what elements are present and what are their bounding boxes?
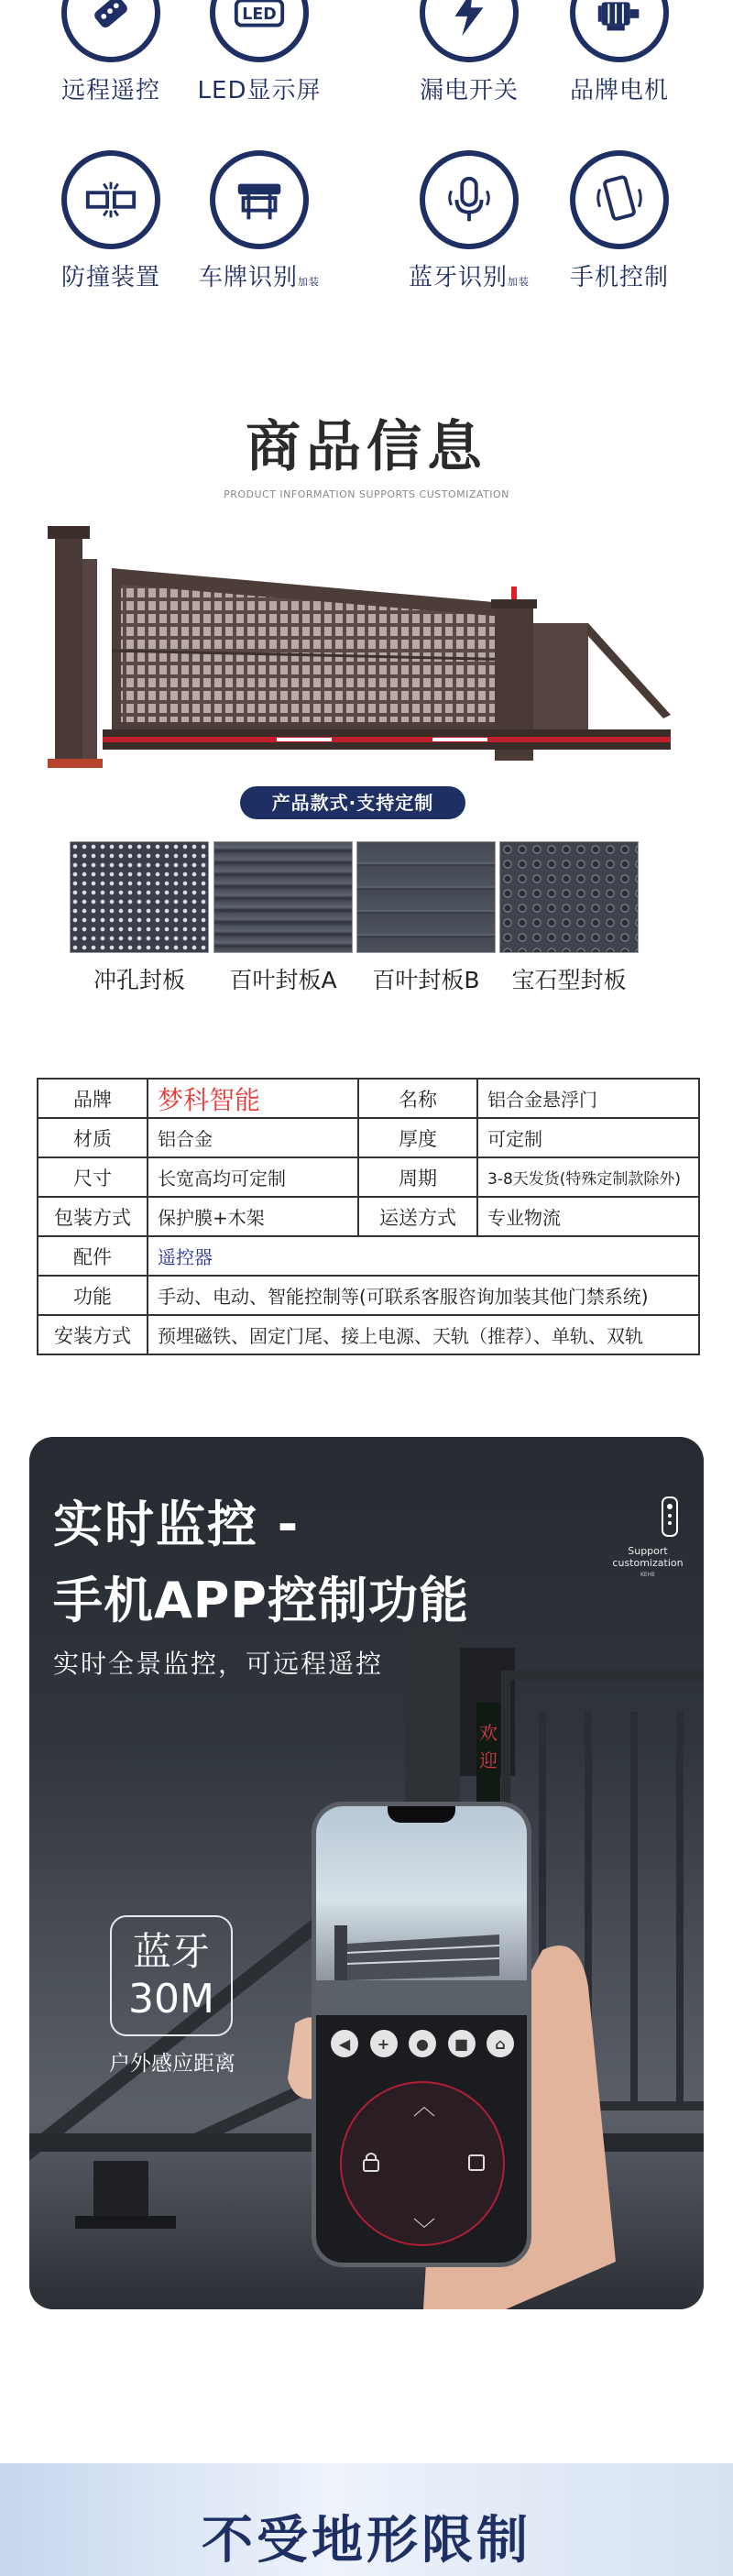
panel-label: 百叶封板A (229, 967, 337, 993)
spec-value: 可定制 (477, 1118, 699, 1157)
led-display-icon (231, 0, 288, 41)
monitor-description: 实时全景监控，可远程遥控 (53, 1649, 384, 1679)
spec-value: 专业物流 (477, 1197, 699, 1236)
spec-value: 铝合金 (148, 1118, 358, 1157)
feature-anti-collision (38, 150, 184, 292)
feature-phone (546, 150, 693, 292)
spec-value: 手动、电动、智能控制等(可联系客服咨询加装其他门禁系统) (148, 1276, 699, 1315)
feature-grid (0, 0, 733, 312)
spec-key: 周期 (358, 1157, 477, 1197)
feature-remote (38, 0, 184, 105)
control-pad (340, 2081, 505, 2246)
monitor-title-line1: 实时监控 - (53, 1496, 301, 1553)
table-row (38, 1315, 699, 1354)
stop-icon[interactable] (468, 2154, 485, 2171)
lock-icon[interactable] (362, 2151, 380, 2173)
feature-label: 蓝牙识别 (408, 264, 508, 291)
feature-label: 防撞装置 (60, 264, 160, 291)
bluetooth-label: 蓝牙 (132, 1929, 210, 1974)
feature-bluetooth (396, 150, 542, 292)
chevron-up-icon[interactable]: ︿ (413, 2094, 435, 2120)
panel-swatch-gem (499, 841, 639, 953)
svg-text:LED: LED (242, 5, 277, 24)
table-row (38, 1276, 699, 1315)
feature-label: 车牌识别 (198, 264, 298, 291)
plus-icon[interactable]: + (370, 2030, 398, 2057)
feature-label: 手机控制 (569, 264, 669, 291)
camera-gate-image (316, 1806, 527, 2015)
remote-control-icon (82, 0, 139, 41)
spec-value: 铝合金悬浮门 (477, 1079, 699, 1118)
support-customization (607, 1545, 689, 1581)
gate-illustration (48, 522, 689, 779)
monitoring-card (29, 1437, 704, 2309)
spec-key: 品牌 (38, 1079, 148, 1118)
table-row (38, 1157, 699, 1197)
phone-control-icon (591, 171, 648, 228)
bluetooth-recognition-icon (441, 171, 498, 228)
anti-collision-icon (82, 171, 139, 228)
spec-key: 功能 (38, 1276, 148, 1315)
panel-label: 百叶封板B (372, 967, 480, 993)
bluetooth-range-box (110, 1915, 233, 2036)
feature-led (186, 0, 333, 105)
phone-camera-view (316, 1806, 527, 2015)
spec-key: 配件 (38, 1236, 148, 1276)
feature-plate (186, 150, 333, 292)
panel-label: 宝石型封板 (511, 967, 627, 993)
remote-small-icon (661, 1496, 679, 1538)
spec-table (37, 1078, 700, 1355)
feature-motor (546, 0, 693, 105)
monitor-title-line2: 手机APP控制功能 (53, 1572, 469, 1629)
spec-key: 材质 (38, 1118, 148, 1157)
table-row (38, 1118, 699, 1157)
support-line1: Support (628, 1545, 668, 1557)
spec-value: 3-8天发货(特殊定制款除外) (477, 1157, 699, 1197)
mute-icon[interactable]: ◀ (331, 2030, 358, 2057)
product-info-subtitle: PRODUCT INFORMATION SUPPORTS CUSTOMIZATION (224, 488, 509, 500)
home-icon[interactable]: ⌂ (487, 2030, 514, 2057)
microphone-icon[interactable]: ● (409, 2030, 436, 2057)
phone-notch (388, 1804, 455, 1823)
spec-value: 预埋磁铁、固定门尾、接上电源、天轨（推荐）、单轨、双轨 (148, 1315, 699, 1354)
support-line3: KEHE (640, 1572, 656, 1578)
feature-note: 加装 (298, 276, 320, 288)
feature-label: LED显示屏 (197, 77, 322, 104)
license-plate-recognition-icon (231, 171, 288, 228)
support-line2: customization (612, 1557, 684, 1569)
bluetooth-range: 30M (128, 1976, 214, 2022)
led-sign-text-bottom: 迎 (479, 1749, 498, 1771)
panel-swatch-louver-b (356, 841, 496, 953)
terrain-title: 不受地形限制 (202, 2511, 531, 2571)
led-sign-text-top: 欢 (479, 1722, 498, 1744)
spec-key: 名称 (358, 1079, 477, 1118)
panel-swatch-punched (70, 841, 209, 953)
feature-label: 品牌电机 (569, 77, 669, 104)
panel-label: 冲孔封板 (93, 967, 185, 993)
spec-value: 保护膜+木架 (148, 1197, 358, 1236)
spec-value: 长宽高均可定制 (148, 1157, 358, 1197)
feature-leakage (396, 0, 542, 105)
feature-label: 漏电开关 (419, 77, 519, 104)
spec-key: 包装方式 (38, 1197, 148, 1236)
table-row (38, 1197, 699, 1236)
feature-note: 加装 (508, 276, 530, 288)
spec-key: 安装方式 (38, 1315, 148, 1354)
spec-value: 遥控器 (148, 1236, 699, 1276)
brand-motor-icon (591, 0, 648, 41)
spec-value: 梦科智能 (148, 1079, 358, 1118)
chevron-down-icon[interactable]: ﹀ (413, 2217, 435, 2242)
bluetooth-caption: 户外感应距离 (109, 2052, 235, 2076)
video-icon[interactable]: ■ (448, 2030, 476, 2057)
spec-key: 尺寸 (38, 1157, 148, 1197)
table-row (38, 1079, 699, 1118)
spec-key: 厚度 (358, 1118, 477, 1157)
leakage-switch-icon (441, 0, 498, 41)
feature-label: 远程遥控 (60, 77, 160, 104)
spec-key: 运送方式 (358, 1197, 477, 1236)
table-row (38, 1236, 699, 1276)
styles-badge: 产品款式·支持定制 (240, 786, 465, 819)
panel-swatch-louver-a (213, 841, 353, 953)
product-info-title: 商品信息 (246, 415, 487, 479)
phone-action-buttons (331, 2030, 514, 2061)
phone-mockup (312, 1802, 531, 2267)
